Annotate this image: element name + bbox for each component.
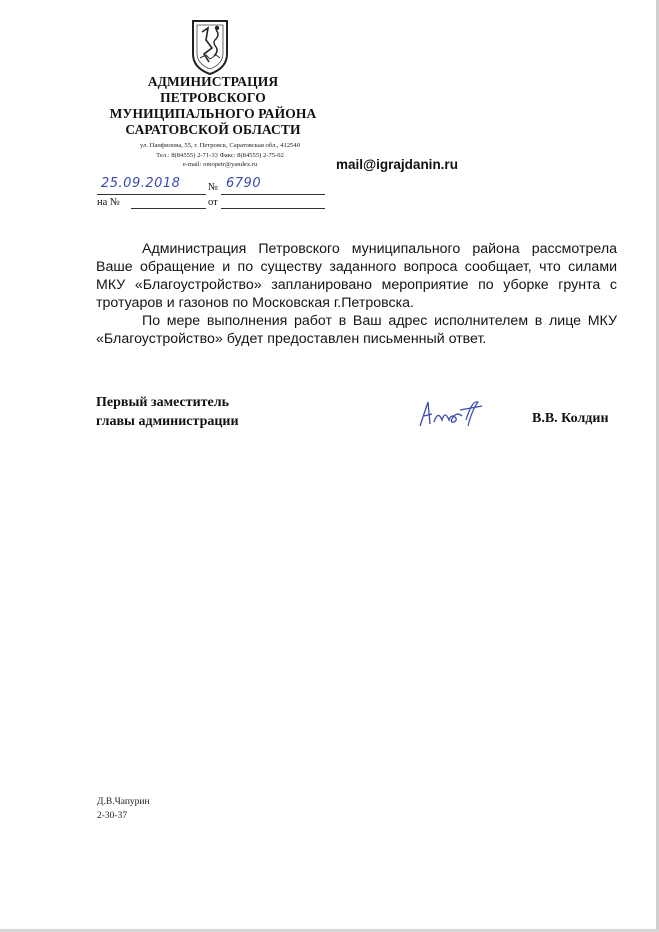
org-line: МУНИЦИПАЛЬНОГО РАЙОНА [109, 106, 317, 121]
signatory-title [96, 393, 296, 431]
recipient-email: mail@igrajdanin.ru [336, 157, 458, 172]
executor-info [97, 795, 150, 823]
email-line: e-mail: omopetr@yandex.ru [182, 161, 258, 168]
executor-phone: 2-30-37 [97, 811, 128, 821]
organization-name [108, 74, 318, 138]
executor-name: Д.В.Чапурин [97, 797, 150, 807]
address-line: ул. Панфилова, 55, г. Петровск, Саратовская обл., 412540 [139, 142, 301, 149]
org-line: АДМИНИСТРАЦИЯ [147, 74, 279, 89]
organization-address [110, 141, 330, 170]
from-line [221, 208, 325, 209]
handwritten-date: 25.09.2018 [101, 176, 181, 191]
letter-body [96, 240, 617, 348]
body-paragraph: Администрация Петровского муниципального района рассмотрела Ваше обращение и по существу заданного вопроса сообщает, что силами МКУ «Благоустройство» запланировано мероприятие по уборке грунта с тротуаров и газонов по Московская г.Петровска. [96, 241, 617, 311]
from-label: от [208, 197, 218, 208]
signatory-title-line: главы администрации [96, 414, 239, 429]
signatory-title-line: Первый заместитель [96, 395, 229, 410]
number-line [221, 194, 325, 195]
on-number-label: на № [97, 197, 120, 208]
number-label: № [208, 182, 219, 193]
signatory-name: В.В. Колдин [532, 411, 609, 426]
date-line [97, 194, 206, 195]
handwritten-number: 6790 [226, 176, 262, 191]
handwritten-signature-icon [416, 396, 486, 432]
coat-of-arms-icon [190, 18, 230, 76]
body-paragraph: По мере выполнения работ в Ваш адрес исполнителем в лице МКУ «Благоустройство» будет предоставлен письменный ответ. [96, 313, 617, 347]
org-line: САРАТОВСКОЙ ОБЛАСТИ [125, 122, 301, 137]
contact-line: Тел.: 8(84555) 2-71-33 Факс: 8(84555) 2-75-02 [156, 151, 284, 159]
on-number-line [131, 208, 206, 209]
org-line: ПЕТРОВСКОГО [160, 90, 266, 105]
